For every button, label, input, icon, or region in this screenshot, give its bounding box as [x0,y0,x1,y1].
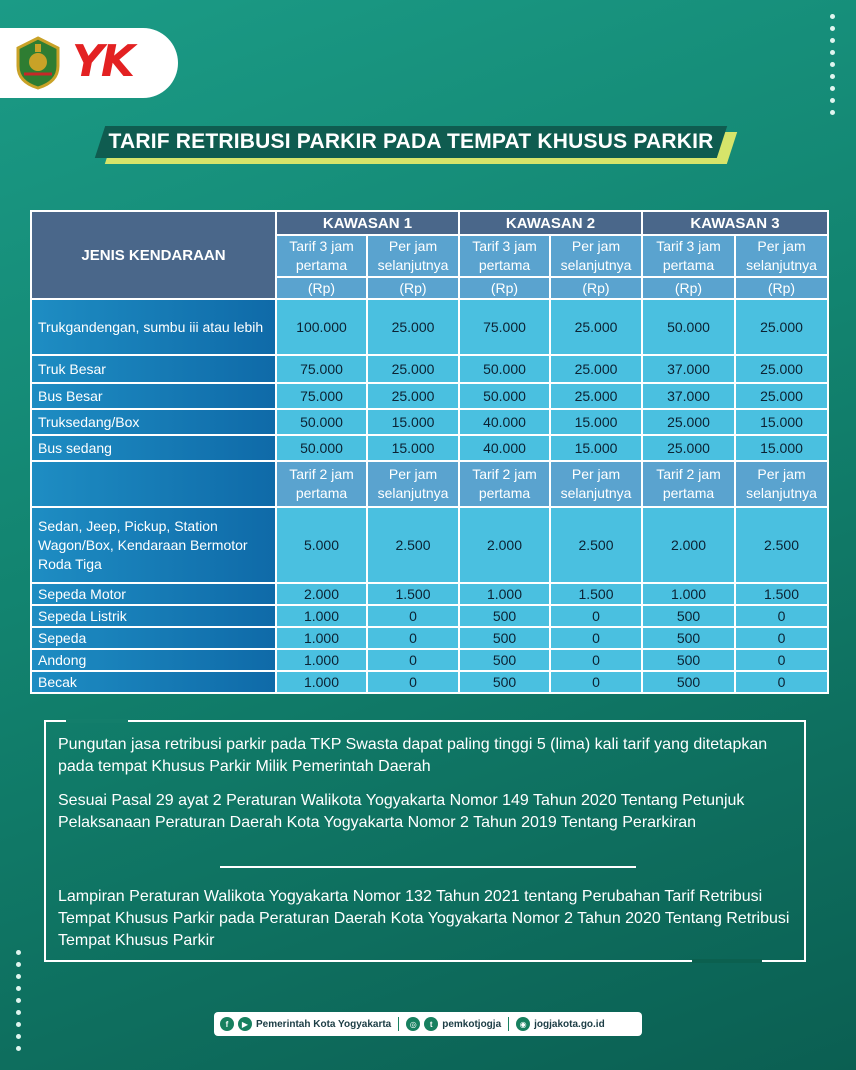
tariff-cell: 2.000 [459,507,550,583]
youtube-icon[interactable]: ▶ [238,1017,252,1031]
yk-logo: YK [72,36,132,87]
tariff-cell: 1.000 [276,605,367,627]
vehicle-type-header: JENIS KENDARAAN [31,211,276,299]
vehicle-name: Sepeda Motor [31,583,276,605]
tariff-cell: 1.000 [276,649,367,671]
footer-divider [398,1017,399,1031]
facebook-icon[interactable]: f [220,1017,234,1031]
currency-cell: (Rp) [642,277,735,299]
note-pasal: Sesuai Pasal 29 ayat 2 Peraturan Walikota Yogyakarta Nomor 149 Tahun 2020 Tentang Petunjuk Pelaksanaan Peraturan Daerah Kota Yogyakarta Nomor 2 Tahun 2019 Tentang Perarkiran [58,792,745,831]
tariff-cell: 75.000 [276,355,367,383]
vehicle-name: Becak [31,671,276,693]
tariff-cell: 15.000 [550,409,642,435]
tariff-cell: 50.000 [459,355,550,383]
footer-handle[interactable]: pemkotjogja [442,1018,502,1030]
tariff-cell: 100.000 [276,299,367,355]
tariff-table [30,210,829,694]
tariff-cell: 5.000 [276,507,367,583]
tariff-cell: 0 [550,671,642,693]
notes-box [44,720,806,962]
tariff-cell: 37.000 [642,383,735,409]
sub-header-cell: Per jam selanjutnya [735,461,828,507]
dot-pattern-bottom-left [12,950,26,1060]
tariff-cell: 15.000 [550,435,642,461]
vehicle-name: Trukgandengan, sumbu iii atau lebih [31,299,276,355]
page-title: TARIF RETRIBUSI PARKIR PADA TEMPAT KHUSUS PARKIR [108,130,714,153]
table-row [31,671,828,693]
tariff-cell: 37.000 [642,355,735,383]
tariff-cell: 0 [367,649,459,671]
tariff-cell: 25.000 [550,355,642,383]
sub-header-cell: Per jam selanjutnya [735,235,828,277]
tariff-cell: 25.000 [367,299,459,355]
table-row [31,435,828,461]
footer-divider [508,1017,509,1031]
tariff-cell: 25.000 [735,299,828,355]
frame-gap [692,959,762,963]
tariff-cell: 25.000 [735,355,828,383]
zone-header: KAWASAN 2 [459,211,642,235]
social-footer [214,1012,642,1036]
sub-header-cell: Tarif 3 jam pertama [642,235,735,277]
tariff-cell: 0 [367,671,459,693]
vehicle-name: Andong [31,649,276,671]
tariff-cell: 2.000 [642,507,735,583]
frame-gap [66,719,128,723]
tariff-cell: 500 [459,627,550,649]
tariff-cell: 25.000 [367,383,459,409]
tariff-cell: 25.000 [642,435,735,461]
tariff-cell: 0 [550,627,642,649]
tariff-cell: 15.000 [735,409,828,435]
tariff-cell: 0 [735,627,828,649]
vehicle-name: Sepeda Listrik [31,605,276,627]
table-row [31,383,828,409]
table-row [31,605,828,627]
tariff-cell: 2.500 [367,507,459,583]
sub-header-cell: Per jam selanjutnya [367,461,459,507]
sub-header-cell: Tarif 2 jam pertama [642,461,735,507]
tariff-cell: 50.000 [276,435,367,461]
tariff-cell: 500 [459,671,550,693]
tariff-cell: 0 [550,605,642,627]
tariff-cell: 15.000 [735,435,828,461]
vehicle-name: Truksedang/Box [31,409,276,435]
note-lampiran: Lampiran Peraturan Walikota Yogyakarta Nomor 132 Tahun 2021 tentang Perubahan Tarif Retribusi Tempat Khusus Parkir pada Peraturan Daerah Kota Yogyakarta Nomor 2 Tahun 2020 Tentang Retribusi Tempat Khusus Parkir [58,888,790,949]
tariff-cell: 2.000 [276,583,367,605]
tariff-cell: 500 [642,627,735,649]
zone-header: KAWASAN 1 [276,211,459,235]
table-row [31,299,828,355]
currency-cell: (Rp) [276,277,367,299]
table-row [31,649,828,671]
twitter-icon[interactable]: t [424,1017,438,1031]
sub-header-row [31,461,828,507]
tariff-cell: 50.000 [276,409,367,435]
tariff-cell: 2.500 [735,507,828,583]
currency-cell: (Rp) [459,277,550,299]
note-swasta: Pungutan jasa retribusi parkir pada TKP Swasta dapat paling tinggi 5 (lima) kali tarif yang ditetapkan pada tempat Khusus Parkir Milik Pemerintah Daerah [58,736,768,775]
sub-header-cell: Tarif 3 jam pertama [276,235,367,277]
zone-header: KAWASAN 3 [642,211,828,235]
vehicle-name: Bus Besar [31,383,276,409]
tariff-cell: 0 [735,649,828,671]
tariff-cell: 0 [367,605,459,627]
dot-pattern-top-right [826,14,840,124]
tariff-cell: 1.000 [276,671,367,693]
tariff-cell: 0 [735,671,828,693]
tariff-cell: 2.500 [550,507,642,583]
tariff-cell: 500 [642,671,735,693]
table-row [31,507,828,583]
tariff-cell: 0 [735,605,828,627]
tariff-cell: 75.000 [276,383,367,409]
tariff-cell: 500 [642,649,735,671]
notes-divider [220,866,636,868]
seal-icon [14,36,62,90]
tariff-cell: 500 [459,649,550,671]
tariff-cell: 15.000 [367,435,459,461]
tariff-cell: 0 [367,627,459,649]
table-row [31,627,828,649]
tariff-cell: 25.000 [735,383,828,409]
tariff-cell: 25.000 [367,355,459,383]
tariff-cell: 500 [459,605,550,627]
tariff-cell: 15.000 [367,409,459,435]
table-row [31,583,828,605]
zone-header-row [31,211,828,235]
tariff-cell: 500 [642,605,735,627]
tariff-cell: 1.500 [735,583,828,605]
tariff-cell: 25.000 [642,409,735,435]
vehicle-name: Bus sedang [31,435,276,461]
tariff-cell: 75.000 [459,299,550,355]
vehicle-name: Sedan, Jeep, Pickup, Station Wagon/Box, Kendaraan Bermotor Roda Tiga [31,507,276,583]
currency-cell: (Rp) [550,277,642,299]
sub-header-cell: Per jam selanjutnya [367,235,459,277]
footer-account-name[interactable]: Pemerintah Kota Yogyakarta [256,1018,392,1030]
logo-container [0,28,178,98]
tariff-cell: 1.000 [276,627,367,649]
currency-cell: (Rp) [735,277,828,299]
currency-cell: (Rp) [367,277,459,299]
web-icon[interactable]: ◉ [516,1017,530,1031]
tariff-cell: 1.500 [550,583,642,605]
tariff-cell: 1.000 [642,583,735,605]
tariff-cell: 40.000 [459,409,550,435]
sub-header-cell: Per jam selanjutnya [550,461,642,507]
sub-header-cell: Tarif 2 jam pertama [276,461,367,507]
tariff-cell: 25.000 [550,383,642,409]
tariff-cell: 25.000 [550,299,642,355]
table-row [31,355,828,383]
sub-header-cell: Per jam selanjutnya [550,235,642,277]
vehicle-name: Truk Besar [31,355,276,383]
vehicle-name: Sepeda [31,627,276,649]
sub-header-cell: Tarif 3 jam pertama [459,235,550,277]
footer-website[interactable]: jogjakota.go.id [534,1018,605,1030]
tariff-cell: 0 [550,649,642,671]
tariff-cell: 1.500 [367,583,459,605]
table-row [31,409,828,435]
tariff-cell: 1.000 [459,583,550,605]
instagram-icon[interactable]: ◎ [406,1017,420,1031]
tariff-cell: 50.000 [642,299,735,355]
sub-header-cell: Tarif 2 jam pertama [459,461,550,507]
tariff-cell: 50.000 [459,383,550,409]
tariff-cell: 40.000 [459,435,550,461]
empty-cell [31,461,276,507]
